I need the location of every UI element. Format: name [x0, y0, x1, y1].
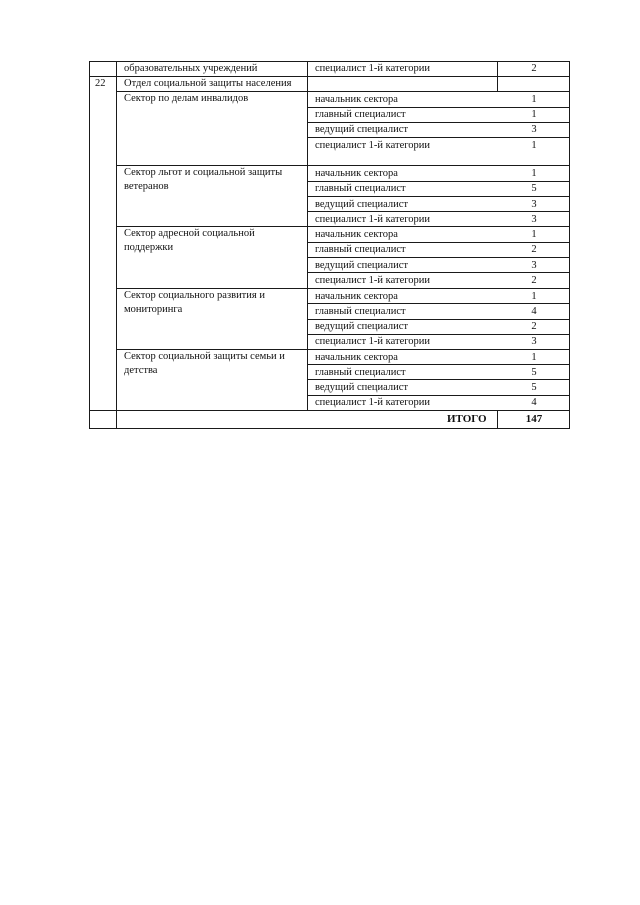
table-border-left	[89, 61, 90, 429]
position-count: 2	[531, 244, 537, 255]
position-count: 1	[531, 140, 537, 151]
position-name: главный специалист	[315, 244, 406, 255]
position-name: ведущий специалист	[315, 260, 408, 271]
sector-name: Сектор по делам инвалидов	[124, 93, 249, 104]
position-count: 1	[531, 352, 537, 363]
department-number: 22	[95, 78, 106, 89]
position-name: ведущий специалист	[315, 321, 408, 332]
position-name: главный специалист	[315, 109, 406, 120]
position-count: 2	[531, 321, 537, 332]
position-name: специалист 1-й категории	[315, 275, 431, 286]
table-border-right	[569, 61, 570, 429]
row-line	[89, 410, 570, 411]
position-column-line	[307, 61, 308, 410]
sector-name: Сектор льгот и социальной защиты ветеранов	[124, 167, 283, 192]
row-line	[307, 379, 570, 380]
position-name: главный специалист	[315, 367, 406, 378]
position-count: 3	[531, 199, 537, 210]
continued-unit-name: образовательных учреждений	[124, 63, 258, 74]
row-line	[307, 257, 570, 258]
position-name: главный специалист	[315, 306, 406, 317]
position-count: 3	[531, 336, 537, 347]
number-column-line	[116, 61, 117, 429]
position-name: главный специалист	[315, 183, 406, 194]
count-column-line	[497, 410, 498, 429]
position-count: 4	[531, 306, 537, 317]
row-line	[307, 196, 570, 197]
sector-name: Сектор адресной социальной поддержки	[124, 228, 255, 253]
sector-name: Сектор социальной защиты семьи и детства	[124, 351, 285, 376]
row-line	[307, 364, 570, 365]
position-count: 1	[531, 109, 537, 120]
sector-name: Сектор социального развития и мониторинга	[124, 290, 265, 315]
position-name: начальник сектора	[315, 229, 398, 240]
row-line	[307, 303, 570, 304]
position-name: начальник сектора	[315, 94, 398, 105]
total-label: ИТОГО	[447, 413, 487, 425]
department-name: Отдел социальной защиты населения	[124, 78, 292, 89]
position-count: 3	[531, 124, 537, 135]
continued-count: 2	[531, 63, 537, 74]
total-value: 147	[525, 413, 543, 425]
position-count: 5	[531, 367, 537, 378]
position-name: ведущий специалист	[315, 382, 408, 393]
position-count: 3	[531, 214, 537, 225]
position-name: ведущий специалист	[315, 199, 408, 210]
position-name: начальник сектора	[315, 291, 398, 302]
position-name: специалист 1-й категории	[315, 140, 431, 151]
staffing-table	[89, 61, 570, 429]
position-count: 5	[531, 183, 537, 194]
position-name: специалист 1-й категории	[315, 397, 431, 408]
position-name: специалист 1-й категории	[315, 336, 431, 347]
row-line	[307, 211, 570, 212]
row-line	[307, 272, 570, 273]
position-count: 4	[531, 397, 537, 408]
position-count: 1	[531, 229, 537, 240]
position-name: специалист 1-й категории	[315, 214, 431, 225]
position-count: 1	[531, 94, 537, 105]
position-count: 5	[531, 382, 537, 393]
position-name: ведущий специалист	[315, 124, 408, 135]
position-name: начальник сектора	[315, 352, 398, 363]
position-name: начальник сектора	[315, 168, 398, 179]
row-line	[307, 137, 570, 138]
position-count: 3	[531, 260, 537, 271]
position-count: 1	[531, 168, 537, 179]
continued-position: специалист 1-й категории	[315, 63, 431, 74]
position-count: 1	[531, 291, 537, 302]
position-count: 2	[531, 275, 537, 286]
